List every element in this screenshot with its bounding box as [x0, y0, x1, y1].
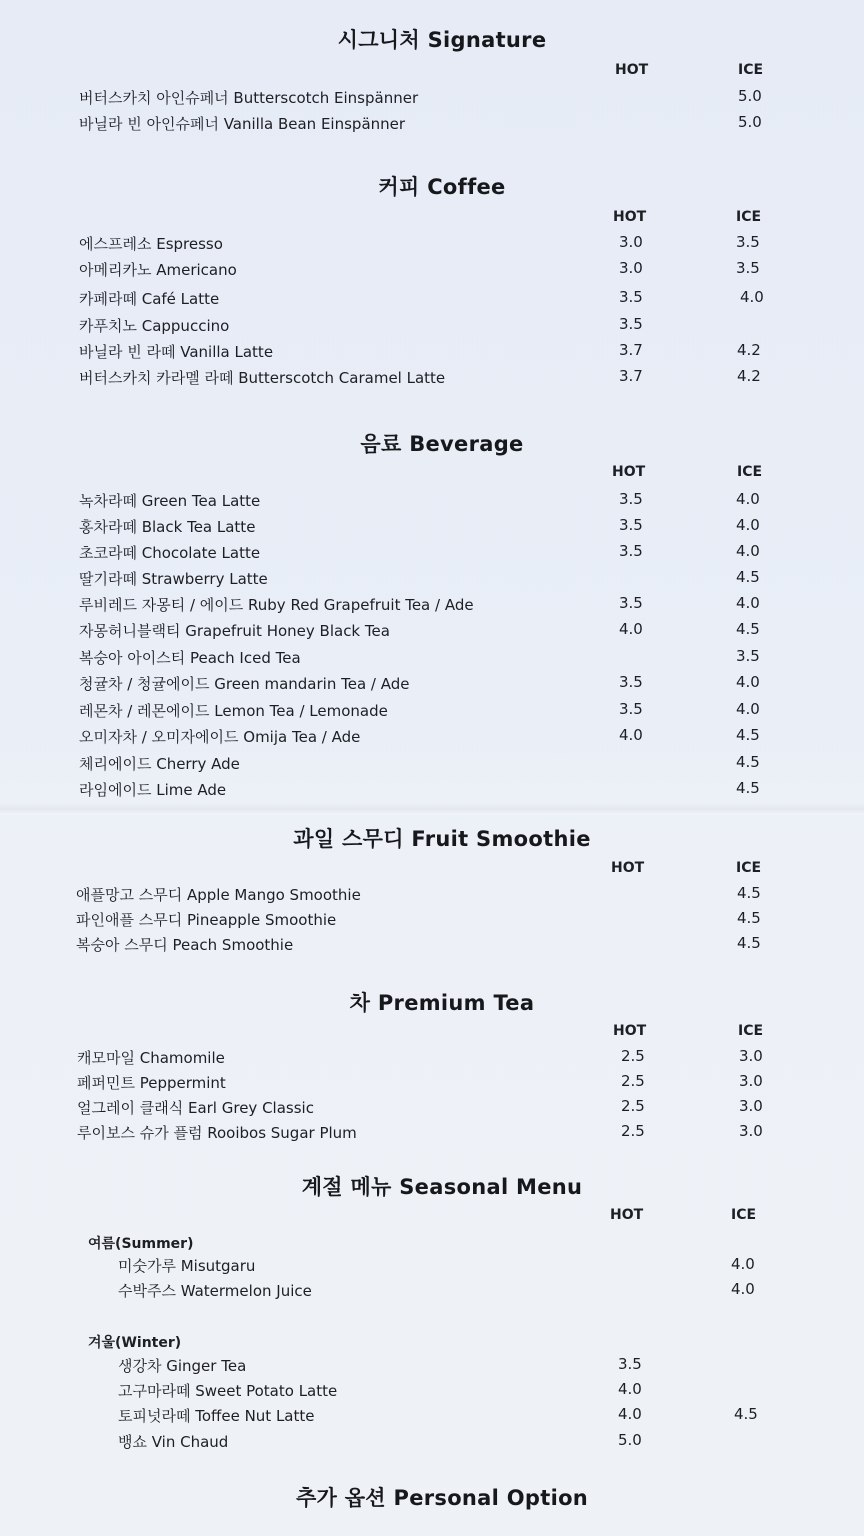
item-ice-price: 4.5: [736, 620, 760, 638]
item-name: 토피넛라떼 Toffee Nut Latte: [118, 1407, 315, 1425]
item-hot-price: 2.5: [621, 1097, 645, 1115]
menu-item: [0, 647, 864, 673]
item-name: 청귤차 / 청귤에이드 Green mandarin Tea / Ade: [79, 675, 410, 693]
item-name: 애플망고 스무디 Apple Mango Smoothie: [76, 886, 361, 904]
item-hot-price: 3.7: [619, 341, 643, 359]
item-name: 오미자차 / 오미자에이드 Omija Tea / Ade: [79, 728, 361, 746]
ice-column-header: ICE: [731, 1207, 757, 1223]
item-hot-price: 3.5: [618, 1355, 642, 1373]
ice-column-header: ICE: [738, 62, 764, 78]
item-hot-price: 4.0: [619, 726, 643, 744]
item-name: 수박주스 Watermelon Juice: [118, 1282, 312, 1300]
hot-column-header: HOT: [611, 860, 645, 876]
hot-column-header: HOT: [613, 1023, 647, 1039]
section-title: 과일 스무디 Fruit Smoothie: [293, 827, 591, 851]
ice-column-header: ICE: [736, 860, 762, 876]
menu-item: [0, 341, 864, 367]
item-ice-price: 4.5: [734, 1405, 758, 1423]
item-ice-price: 4.5: [737, 934, 761, 952]
item-name: 루이보스 슈가 플럼 Rooibos Sugar Plum: [77, 1124, 357, 1142]
item-name: 에스프레소 Espresso: [79, 235, 223, 253]
item-ice-price: 3.0: [739, 1072, 763, 1090]
item-ice-price: 3.5: [736, 233, 760, 251]
menu-item: [0, 884, 864, 910]
item-name: 자몽허니블랙티 Grapefruit Honey Black Tea: [79, 622, 390, 640]
menu-item: [0, 1405, 864, 1431]
item-ice-price: 4.2: [737, 367, 761, 385]
menu-item: [0, 1280, 864, 1306]
item-ice-price: 4.0: [736, 673, 760, 691]
item-hot-price: 5.0: [618, 1431, 642, 1449]
item-ice-price: 4.0: [731, 1280, 755, 1298]
item-name: 파인애플 스무디 Pineapple Smoothie: [76, 911, 337, 929]
item-name: 생강차 Ginger Tea: [118, 1357, 247, 1375]
item-name: 카푸치노 Cappuccino: [79, 317, 230, 335]
item-hot-price: 3.5: [619, 516, 643, 534]
hot-column-header: HOT: [610, 1207, 644, 1223]
item-name: 체리에이드 Cherry Ade: [79, 755, 240, 773]
menu-item: [0, 594, 864, 620]
section-title: 시그니처 Signature: [337, 28, 547, 52]
section-title: 음료 Beverage: [360, 432, 524, 456]
item-hot-price: 3.7: [619, 367, 643, 385]
item-hot-price: 4.0: [618, 1380, 642, 1398]
item-ice-price: 3.0: [739, 1097, 763, 1115]
item-name: 초코라떼 Chocolate Latte: [79, 544, 261, 562]
item-name: 카페라떼 Café Latte: [79, 290, 220, 308]
item-name: 고구마라떼 Sweet Potato Latte: [118, 1382, 338, 1400]
menu-item: [0, 1072, 864, 1098]
section-title: 계절 메뉴 Seasonal Menu: [301, 1175, 583, 1199]
menu-item: [0, 490, 864, 516]
menu-item: [0, 233, 864, 259]
menu-item: [0, 315, 864, 341]
menu-item: [0, 726, 864, 752]
item-ice-price: 3.5: [736, 647, 760, 665]
item-ice-price: 4.0: [731, 1255, 755, 1273]
item-hot-price: 3.5: [619, 594, 643, 612]
item-ice-price: 4.0: [740, 288, 764, 306]
item-hot-price: 4.0: [619, 620, 643, 638]
menu-item: [0, 568, 864, 594]
menu-item: [0, 1122, 864, 1148]
item-hot-price: 2.5: [621, 1122, 645, 1140]
item-ice-price: 4.0: [736, 490, 760, 508]
item-name: 홍차라떼 Black Tea Latte: [79, 518, 256, 536]
item-name: 버터스카치 카라멜 라떼 Butterscotch Caramel Latte: [79, 369, 446, 387]
item-name: 미숫가루 Misutgaru: [118, 1257, 256, 1275]
group-label-winter: 겨울(Winter): [88, 1335, 182, 1351]
menu-item: [0, 700, 864, 726]
ice-column-header: ICE: [736, 209, 762, 225]
item-name: 바닐라 빈 라떼 Vanilla Latte: [79, 343, 274, 361]
item-hot-price: 3.5: [619, 673, 643, 691]
ice-column-header: ICE: [737, 464, 763, 480]
item-hot-price: 3.5: [619, 700, 643, 718]
item-ice-price: 4.0: [736, 516, 760, 534]
item-ice-price: 4.5: [736, 779, 760, 797]
menu-item: [0, 113, 864, 139]
hot-column-header: HOT: [612, 464, 646, 480]
menu-item: [0, 259, 864, 285]
section-title: 커피 Coffee: [378, 175, 506, 199]
item-ice-price: 4.2: [737, 341, 761, 359]
item-ice-price: 4.5: [737, 884, 761, 902]
item-hot-price: 3.5: [619, 490, 643, 508]
menu-item: [0, 620, 864, 646]
ice-column-header: ICE: [738, 1023, 764, 1039]
item-name: 버터스카치 아인슈페너 Butterscotch Einspänner: [79, 89, 419, 107]
item-name: 레몬차 / 레몬에이드 Lemon Tea / Lemonade: [79, 702, 388, 720]
menu-item: [0, 673, 864, 699]
section-title: 추가 옵션 Personal Option: [295, 1486, 589, 1510]
item-hot-price: 3.0: [619, 233, 643, 251]
menu-item: [0, 934, 864, 960]
menu-item: [0, 779, 864, 805]
menu-item: [0, 542, 864, 568]
item-ice-price: 4.5: [736, 726, 760, 744]
item-ice-price: 5.0: [738, 87, 762, 105]
hot-column-header: HOT: [613, 209, 647, 225]
hot-column-header: HOT: [615, 62, 649, 78]
menu-item: [0, 909, 864, 935]
item-ice-price: 3.0: [739, 1047, 763, 1065]
item-ice-price: 5.0: [738, 113, 762, 131]
section-title: 차 Premium Tea: [349, 991, 535, 1015]
item-ice-price: 4.0: [736, 700, 760, 718]
item-hot-price: 3.5: [619, 315, 643, 333]
item-name: 바닐라 빈 아인슈페너 Vanilla Bean Einspänner: [79, 115, 406, 133]
item-name: 딸기라떼 Strawberry Latte: [79, 570, 268, 588]
item-hot-price: 3.5: [619, 288, 643, 306]
item-name: 얼그레이 클래식 Earl Grey Classic: [77, 1099, 314, 1117]
item-name: 라임에이드 Lime Ade: [79, 781, 227, 799]
item-hot-price: 4.0: [618, 1405, 642, 1423]
menu-item: [0, 288, 864, 314]
item-name: 루비레드 자몽티 / 에이드 Ruby Red Grapefruit Tea / Ade: [79, 596, 474, 614]
item-ice-price: 3.0: [739, 1122, 763, 1140]
item-hot-price: 3.5: [619, 542, 643, 560]
menu-item: [0, 367, 864, 393]
menu-item: [0, 516, 864, 542]
item-hot-price: 2.5: [621, 1047, 645, 1065]
item-ice-price: 4.5: [736, 568, 760, 586]
item-name: 캐모마일 Chamomile: [77, 1049, 225, 1067]
menu-item: [0, 753, 864, 779]
menu-item: [0, 1431, 864, 1457]
menu-item: [0, 1097, 864, 1123]
item-ice-price: 4.5: [737, 909, 761, 927]
group-label-summer: 여름(Summer): [88, 1236, 194, 1252]
menu-item: [0, 87, 864, 113]
item-ice-price: 3.5: [736, 259, 760, 277]
item-ice-price: 4.5: [736, 753, 760, 771]
item-hot-price: 3.0: [619, 259, 643, 277]
item-name: 뱅쇼 Vin Chaud: [118, 1433, 229, 1451]
item-ice-price: 4.0: [736, 542, 760, 560]
menu-item: [0, 1047, 864, 1073]
menu-item: [0, 1255, 864, 1281]
item-ice-price: 4.0: [736, 594, 760, 612]
item-name: 녹차라떼 Green Tea Latte: [79, 492, 261, 510]
item-hot-price: 2.5: [621, 1072, 645, 1090]
menu-item: [0, 1355, 864, 1381]
menu-item: [0, 1380, 864, 1406]
item-name: 페퍼민트 Peppermint: [77, 1074, 226, 1092]
item-name: 아메리카노 Americano: [79, 261, 237, 279]
item-name: 복숭아 스무디 Peach Smoothie: [76, 936, 294, 954]
page-fold: [0, 803, 864, 815]
item-name: 복숭아 아이스티 Peach Iced Tea: [79, 649, 301, 667]
